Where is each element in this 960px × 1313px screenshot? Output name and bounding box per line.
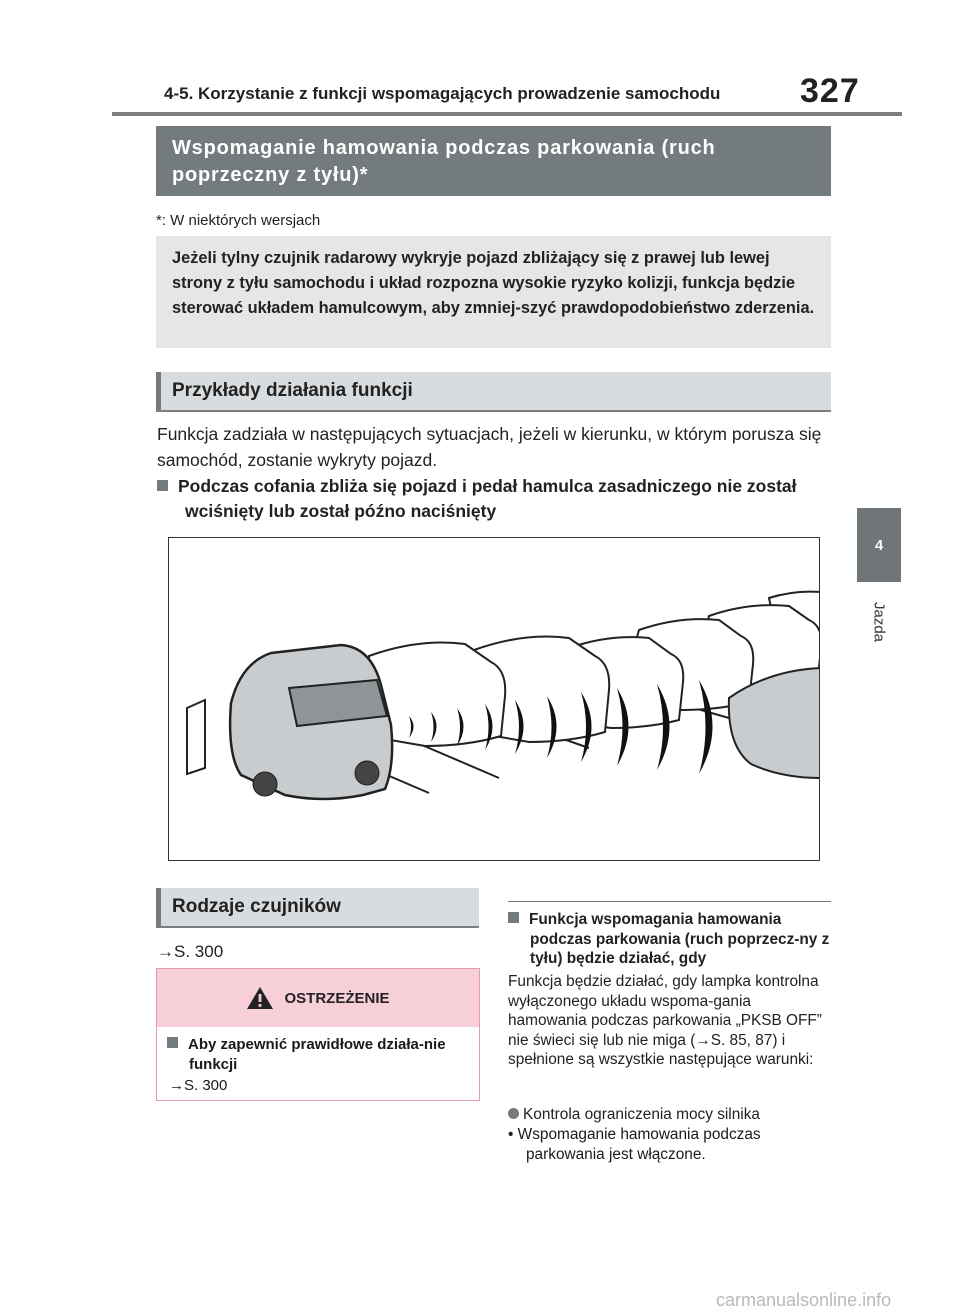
header-rule bbox=[112, 112, 902, 116]
warning-triangle-icon bbox=[246, 986, 274, 1010]
warning-reference-link[interactable] bbox=[169, 1077, 227, 1094]
conditions-subheading-text: Funkcja wspomagania hamowania podczas parkowania (ruch poprzecz-ny z tyłu) będzie działać, gdy bbox=[529, 911, 830, 967]
column-rule bbox=[508, 901, 831, 902]
section-heading-sensors-text: Rodzaje czujników bbox=[172, 896, 341, 917]
section-heading-examples-text: Przykłady działania funkcji bbox=[172, 380, 413, 401]
intro-box: Jeżeli tylny czujnik radarowy wykryje pojazd zbliżający się z prawej lub lewej strony z tyłu samochodu i układ rozpozna wysokie ryzyko kolizji, funkcja będzie sterować układem hamulcowym, aby zmniej-szyć prawdopodobieństwo zderzenia. bbox=[156, 236, 831, 348]
conditions-paragraph: Funkcja będzie działać, gdy lampka kontrolna wyłączonego układu wspoma-gania hamowania podczas parkowania „PKSB OFF” nie świeci się lub nie miga (→S. 85, 87) i spełnione są wszystkie następujące warunki: bbox=[508, 973, 822, 1068]
sensors-reference-text: S. 300 bbox=[174, 942, 224, 961]
reversing-subheading bbox=[157, 474, 832, 524]
conditions-sub-item: • Wspomaganie hamowania podczas parkowania jest włączone. bbox=[508, 1126, 761, 1163]
running-header-title: 4-5. Korzystanie z funkcji wspomagających prowadzenie samochodu bbox=[164, 84, 721, 103]
conditions-bullet-text: Kontrola ograniczenia mocy silnika bbox=[523, 1106, 760, 1123]
main-heading: Wspomaganie hamowania podczas parkowania (ruch poprzeczny z tyłu)* bbox=[156, 126, 831, 196]
square-bullet-icon bbox=[167, 1037, 178, 1048]
chapter-tab[interactable]: 4 bbox=[857, 508, 901, 582]
reversing-subheading-text: Podczas cofania zbliża się pojazd i pedał hamulca zasadniczego nie został wciśnięty lub został późno naciśnięty bbox=[178, 476, 797, 521]
warning-reference-text: S. 300 bbox=[184, 1077, 228, 1094]
conditions-subheading bbox=[508, 910, 833, 969]
section-heading-sensors bbox=[156, 888, 479, 928]
footnote: *: W niektórych wersjach bbox=[156, 212, 321, 229]
square-bullet-icon bbox=[508, 912, 519, 923]
warning-title: OSTRZEŻENIE bbox=[284, 989, 390, 1007]
arrow-right-icon: → bbox=[157, 942, 174, 961]
sensors-reference-link[interactable] bbox=[157, 942, 223, 962]
parking-scene-image bbox=[169, 538, 820, 861]
square-bullet-icon bbox=[157, 480, 168, 491]
warning-subheading bbox=[167, 1035, 467, 1075]
warning-header bbox=[157, 969, 479, 1027]
chapter-tab-label: Jazda bbox=[870, 601, 888, 643]
warning-box bbox=[156, 968, 480, 1101]
arrow-right-icon: → bbox=[169, 1077, 184, 1094]
warning-subheading-text: Aby zapewnić prawidłowe działa-nie funkcji bbox=[188, 1036, 446, 1073]
page-number: 327 bbox=[800, 72, 860, 110]
circle-bullet-icon bbox=[508, 1108, 519, 1119]
section-heading-examples bbox=[156, 372, 831, 412]
parking-illustration bbox=[168, 537, 820, 861]
examples-paragraph: Funkcja zadziała w następujących sytuacjach, jeżeli w kierunku, w którym porusza się samochód, zostanie wykryty pojazd. bbox=[157, 424, 822, 470]
conditions-bullet bbox=[508, 1105, 760, 1125]
watermark: carmanualsonline.info bbox=[716, 1290, 892, 1310]
